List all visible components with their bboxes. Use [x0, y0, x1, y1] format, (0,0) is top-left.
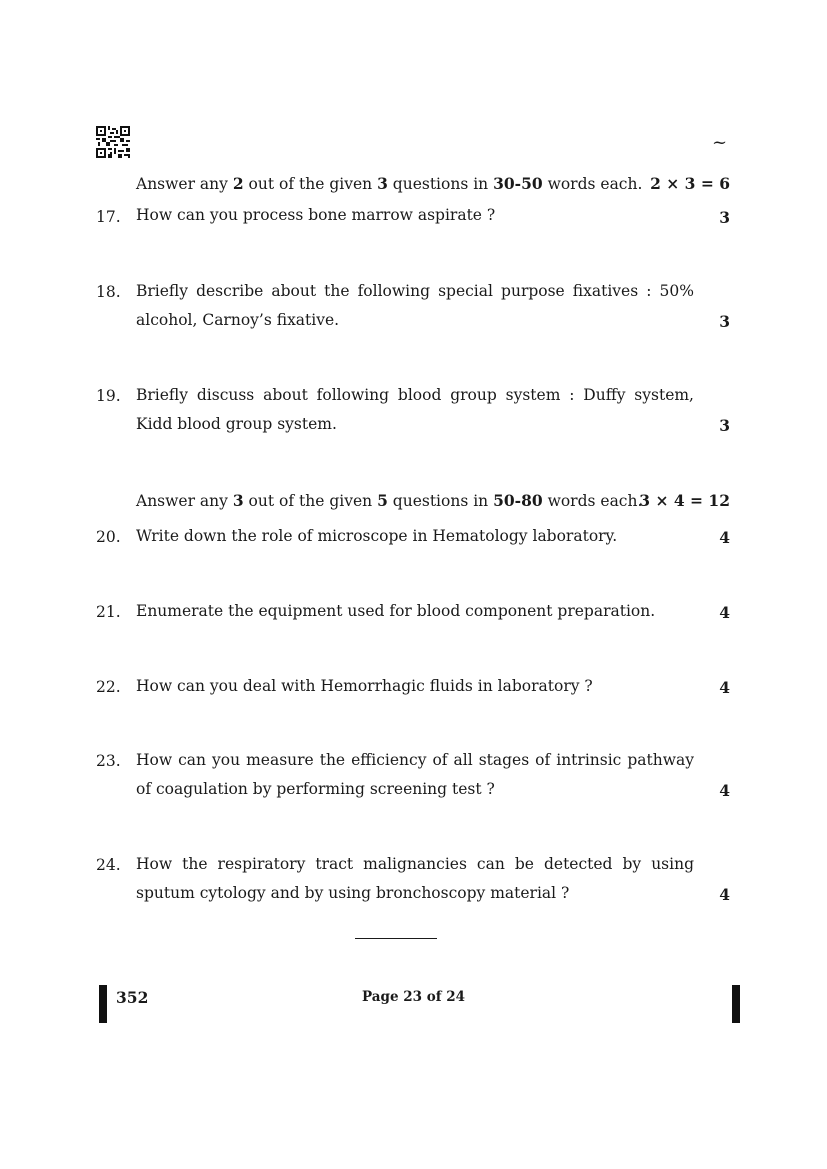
question-text: Briefly discuss about following blood group system : Duffy system, Kidd blood group system.	[136, 386, 694, 433]
question-number: 21.	[96, 603, 121, 621]
question-number: 22.	[96, 678, 121, 696]
question-marks: 4	[719, 528, 730, 547]
end-rule-divider	[355, 938, 437, 939]
question-marks: 4	[719, 603, 730, 622]
section-instruction: Answer any 2 out of the given 3 questions in 30-50 words each.	[136, 174, 643, 193]
right-margin-bar	[732, 985, 740, 1023]
section-marks-formula: 2 × 3 = 6	[650, 174, 730, 193]
question-text: Briefly describe about the following special purpose fixatives : 50% alcohol, Carnoy’s fixative.	[136, 282, 694, 329]
question-text: How can you measure the efficiency of all stages of intrinsic pathway of coagulation by performing screening test ?	[136, 751, 694, 798]
question-text: How can you process bone marrow aspirate ?	[136, 206, 496, 224]
question-text: How the respiratory tract malignancies can be detected by using sputum cytology and by using bronchoscopy material ?	[136, 855, 694, 902]
paper-code: 352	[116, 988, 149, 1007]
question-number: 17.	[96, 208, 121, 226]
section-instruction: Answer any 3 out of the given 5 questions in 50-80 words each.	[136, 491, 643, 510]
question-number: 20.	[96, 528, 121, 546]
question-number: 19.	[96, 387, 121, 405]
question-text: Write down the role of microscope in Hematology laboratory.	[136, 527, 618, 545]
question-text: Enumerate the equipment used for blood component preparation.	[136, 602, 656, 620]
page-number: Page 23 of 24	[361, 989, 466, 1005]
question-marks: 3	[719, 312, 730, 331]
qr-code-icon	[96, 126, 130, 158]
question-marks: 4	[719, 781, 730, 800]
question-number: 18.	[96, 283, 121, 301]
section-marks-formula: 3 × 4 = 12	[639, 491, 730, 510]
question-number: 24.	[96, 856, 121, 874]
question-number: 23.	[96, 752, 121, 770]
corner-symbol: ~	[712, 132, 728, 153]
question-marks: 4	[719, 885, 730, 904]
question-marks: 4	[719, 678, 730, 697]
question-marks: 3	[719, 208, 730, 227]
question-text: How can you deal with Hemorrhagic fluids in laboratory ?	[136, 677, 593, 695]
question-marks: 3	[719, 416, 730, 435]
